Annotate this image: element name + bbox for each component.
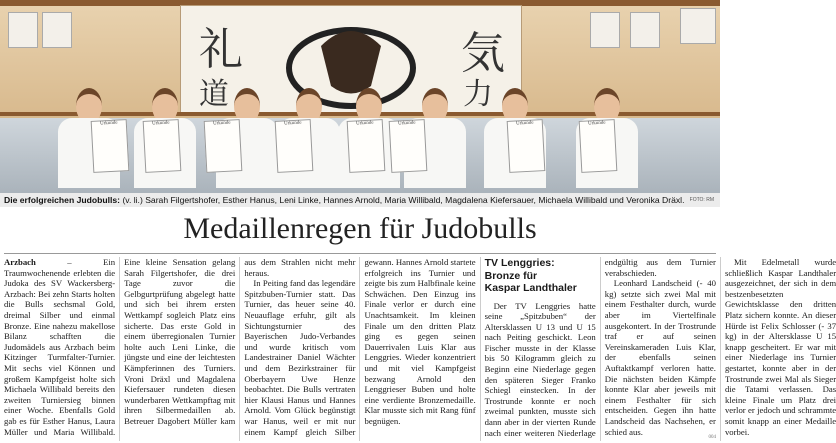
wall-poster <box>590 12 620 48</box>
article-body <box>4 257 836 441</box>
wall-poster <box>42 12 72 48</box>
svg-text:気: 気 <box>461 28 505 79</box>
page-marker: 004 <box>708 435 716 440</box>
certificate: Urkunde <box>579 119 618 173</box>
article-paragraph: Der TV Lenggries hatte seine „Spitzbuben“ der Altersklassen U 13 und U 15 nach Peiting geschickt. Leon Fischer musste in der Klasse bis 50 Kilogramm gleich zu Beginn eine Niederlage gegen den späteren Sieger Franko Schiegl einstecken. In der Trostrunde konnte er noch zweimal punkten, musste sich dann aber in der vierten Runde nach einer weiteren Niederlage endgültig aus dem Turnier verabschieden. <box>484 257 716 438</box>
certificate: Urkunde <box>275 119 314 173</box>
article-paragraph: Leonhard Landscheid (- 40 kg) setzte sich zwei Mal mit einem Festhalter durch, wurde aber im Viertelfinale ausgekontert. In der Trostrunde traf er auf seinen Vereinskameraden Luis Klar, der ebenfalls seinen Auftaktkampf verloren hatte. Die nächsten beiden Kämpfe konnte Klar aber jeweils mit einem Festhalter für sich entscheiden. Gegen ihn hatte Landscheid das Nachsehen, er schied aus. <box>604 278 716 437</box>
wall-poster <box>630 12 660 48</box>
certificate: Urkunde <box>91 119 130 173</box>
article-paragraph: Arzbach – Ein Traumwochenende erlebten die Judoka des SV Wackersberg-Arzbach: Bei zehn Starts holten die Bulls sechsmal Gold, dreimal Silber und einmal Bronze. Eine nahezu makellose Bilanz schafften die Judomädels aus Arzbach beim Kitzinger Turmfalter-Turnier. Mit sechs viel Können und großem Kampfgeist holte sich Michaela Willibald bereits den zweiten Turniersieg binnen einer Woche. Ebenfalls Gold gab es für Esther Hanus, Laura Müller und Maria Willibald. Eine kleine Sensation gelang Sarah Filgertshofer, die drei Tage zuvor die Gelbgurtprüfung abgelegt hatte und sich bei ihrem ersten Wettkampf sogleich Platz eins sicherte. Das erste Gold in einem überregionalen Turnier holte auch Leni Linke, die jüngste und eine der leichtesten Kämpferinnen des Turniers. Vroni Dräxl und Magdalena Kiefersauer rundeten diesen wunderbaren Wettkampftag mit ihren Silbermedaillen ab. Betreuer Dagobert Müller kam aus dem Strahlen nicht mehr heraus. <box>4 257 356 437</box>
certificate: Urkunde <box>143 119 182 173</box>
photo-credit: FOTO: RM <box>689 197 714 203</box>
article-headline: Medaillenregen für Judobulls <box>183 212 537 245</box>
caption-names: (v. li.) Sarah Filgertshofer, Esther Hanus, Leni Linke, Hannes Arnold, Maria Willibald, Magdalena Kiefersauer, Michaela Willibald und Veronika Dräxl. <box>122 195 685 205</box>
certificate: Urkunde <box>204 119 243 173</box>
certificate: Urkunde <box>507 119 546 173</box>
wall-poster <box>8 12 38 48</box>
photo-caption <box>0 193 720 207</box>
article-paragraph: In Peiting fand das legendäre Spitzbuben-Turnier statt. Das Turnier, das heuer seine 40. Neuauflage erfuhr, gilt als Sichtungsturnier des Bayerischen Judo-Verbandes und wurde kritisch vom Landestrainer Daniel Wächter und dem Bezirkstrainer für Oberbayern Uwe Henze beobachtet. Die Bulls vertraten hier Klausi Hanus und Hannes Arnold. Vom Glück begünstigt war Hanus, weil er mit nur einem Kampf gleich Silber gewann. Hannes Arnold startete erfolgreich ins Turnier und zeigte bis zum Halbfinale keine Schwächen. Den Einzug ins Finale verlor er durch eine Unachtsamkeit. Im kleinen Finale um den dritten Platz ging es gegen seinen Dauerrivalen Luis Klar aus Lenggries. Wieder konzentriert und mit viel Kampfgeist bezwang Arnold den Lenggrieser Buben und holte eine verdiente Bronzemedaille. Klar musste sich mit Rang fünf begnügen. <box>244 257 476 437</box>
team-photo <box>0 0 720 193</box>
caption-lead: Die erfolgreichen Judobulls: <box>4 195 121 205</box>
certificate: Urkunde <box>347 119 386 173</box>
dateline: Arzbach <box>4 257 36 267</box>
headline-divider <box>4 253 716 254</box>
article-subheading: TV Lenggries: Bronze für Kaspar Landthaler <box>484 257 577 294</box>
certificate: Urkunde <box>389 119 428 173</box>
svg-text:礼: 礼 <box>199 24 243 75</box>
article-paragraph: Mit Edelmetall wurde schließlich Kaspar Landthaler ausgezeichnet, der sich in dem bestzenbesetzten Gewichtsklasse den dritten Platz sichern konnte. An dieser Hürde ist Felix Schlosser (- 37 kg) in der Altersklasse U 15 knapp gescheitert. Er war mit einer Niederlage ins Turnier gestartet, konnte aber in der Trostrunde zwei Mal als Sieger die Tatami verlassen. Das kleine Finale um Platz drei verlor er jedoch und schrammte somit knapp an einer Medaille vorbei. <box>724 257 836 437</box>
wall-poster <box>680 8 716 44</box>
svg-text:力: 力 <box>463 77 493 112</box>
svg-text:道: 道 <box>199 77 229 112</box>
